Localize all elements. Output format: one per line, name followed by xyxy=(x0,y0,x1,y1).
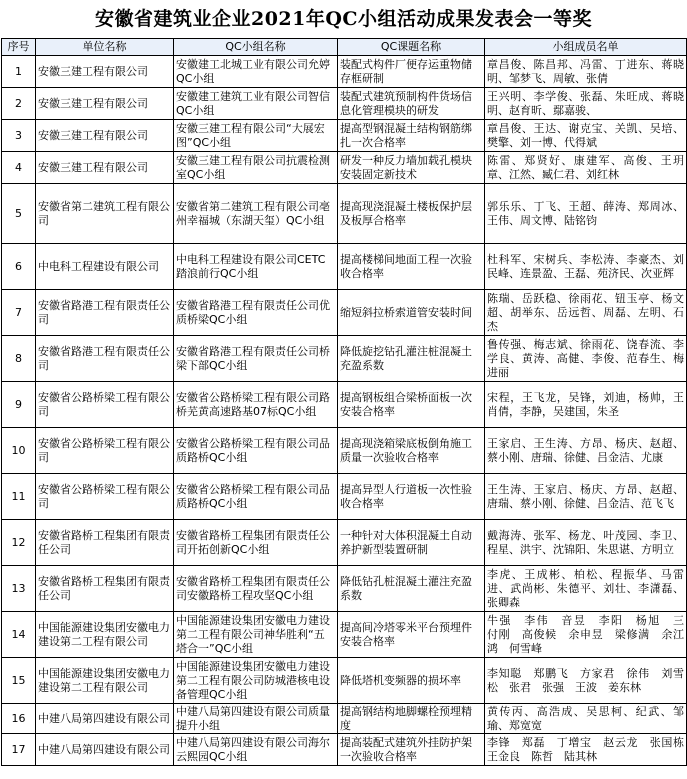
page-title: 安徽省建筑业企业2021年QC小组活动成果发表会一等奖 xyxy=(94,8,593,30)
table-row xyxy=(2,88,687,120)
cell-members: 陈瑞、岳跃稳、徐雨花、钮玉亭、杨文超、胡举东、岳远哲、周磊、左明、石杰 xyxy=(485,290,687,336)
cell-topic: 提高间冷塔零米平台预埋件安装合格率 xyxy=(338,612,485,658)
cell-group: 安徽省公路桥梁工程有限公司品质路桥QC小组 xyxy=(174,428,338,474)
cell-topic: 一种针对大体积混凝土自动养护新型装置研制 xyxy=(338,520,485,566)
cell-topic: 提高现浇混凝土楼板保护层及板厚合格率 xyxy=(338,184,485,244)
cell-topic: 提高型钢混凝土结构钢筋绑扎一次合格率 xyxy=(338,120,485,152)
cell-unit: 中国能源建设集团安徽电力建设第二工程有限公司 xyxy=(36,612,174,658)
cell-topic: 提高现浇箱梁底板倒角施工质量一次验收合格率 xyxy=(338,428,485,474)
cell-members: 戴海涛、张军、杨龙、叶茂园、李卫、程星、洪宇、沈锦阳、朱思谌、方明立 xyxy=(485,520,687,566)
header-unit: 单位名称 xyxy=(36,39,174,56)
cell-no: 3 xyxy=(2,120,36,152)
cell-unit: 中国能源建设集团安徽电力建设第二工程有限公司 xyxy=(36,658,174,704)
cell-unit: 安徽三建工程有限公司 xyxy=(36,120,174,152)
table-row xyxy=(2,612,687,658)
cell-group: 中建八局第四建设有限公司质量提升小组 xyxy=(174,704,338,734)
cell-unit: 安徽省公路桥梁工程有限公司 xyxy=(36,382,174,428)
cell-no: 4 xyxy=(2,152,36,184)
cell-no: 10 xyxy=(2,428,36,474)
cell-group: 安徽省路桥工程集团有限责任公司开拓创新QC小组 xyxy=(174,520,338,566)
table-row xyxy=(2,120,687,152)
cell-group: 安徽省第二建筑工程有限公司亳州幸福城（东湖天玺）QC小组 xyxy=(174,184,338,244)
table-row xyxy=(2,658,687,704)
cell-members: 郭乐乐、丁飞、王超、薛涛、郑周冰、王伟、周文博、陆铭钧 xyxy=(485,184,687,244)
cell-topic: 装配式建筑预制构件货场信息化管理模块的研发 xyxy=(338,88,485,120)
cell-topic: 装配式构件厂便存运重物储存框研制 xyxy=(338,56,485,88)
cell-unit: 中电科工程建设有限公司 xyxy=(36,244,174,290)
cell-members: 陈雷、郑贤好、康建军、高俊、王玥章、江然、臧仁君、刘红林 xyxy=(485,152,687,184)
table-row xyxy=(2,56,687,88)
cell-members: 李虎、王成彬、柏松、程振华、马雷进、武尚彬、朱德平、刘壮、李潇磊、张卿森 xyxy=(485,566,687,612)
cell-unit: 中建八局第四建设有限公司 xyxy=(36,704,174,734)
table-row xyxy=(2,474,687,520)
header-group: QC小组名称 xyxy=(174,39,338,56)
table-row xyxy=(2,704,687,734)
table-row xyxy=(2,382,687,428)
cell-members: 李锋 郑磊 丁增宝 赵云龙 张国栋 王金良 陈哲 陆其林 xyxy=(485,734,687,766)
cell-no: 13 xyxy=(2,566,36,612)
cell-group: 安徽省路港工程有限责任公司优质桥梁QC小组 xyxy=(174,290,338,336)
cell-topic: 提高楼梯间地面工程一次验收合格率 xyxy=(338,244,485,290)
table-header-row xyxy=(2,39,687,56)
cell-no: 12 xyxy=(2,520,36,566)
cell-group: 中电科工程建设有限公司CETC踏浪前行QC小组 xyxy=(174,244,338,290)
cell-members: 杜科军、宋树兵、李松涛、李豪杰、刘民峰、连景盈、王磊、苑济民、次亚辉 xyxy=(485,244,687,290)
cell-topic: 降低塔机变频器的损坏率 xyxy=(338,658,485,704)
cell-members: 李知聪 郑鹏飞 方家君 徐伟 刘雪松 张君 张强 王波 姜东林 xyxy=(485,658,687,704)
cell-unit: 安徽省公路桥梁工程有限公司 xyxy=(36,428,174,474)
cell-no: 11 xyxy=(2,474,36,520)
cell-members: 王生涛、王家启、杨庆、方昂、赵超、唐瑞、蔡小刚、徐健、吕金洁、范飞飞 xyxy=(485,474,687,520)
cell-group: 安徽省公路桥梁工程有限公司品质路桥QC小组 xyxy=(174,474,338,520)
cell-group: 安徽省公路桥梁工程有限公司路桥芜黄高速路基07标QC小组 xyxy=(174,382,338,428)
cell-no: 9 xyxy=(2,382,36,428)
cell-group: 安徽三建工程有限公司抗震检测室QC小组 xyxy=(174,152,338,184)
cell-no: 15 xyxy=(2,658,36,704)
table-row xyxy=(2,428,687,474)
cell-no: 16 xyxy=(2,704,36,734)
cell-topic: 提高钢板组合梁桥面板一次安装合格率 xyxy=(338,382,485,428)
cell-no: 1 xyxy=(2,56,36,88)
cell-unit: 安徽省路桥工程集团有限责任公司 xyxy=(36,566,174,612)
cell-group: 安徽建工北城工业有限公司允婷QC小组 xyxy=(174,56,338,88)
cell-group: 安徽省路港工程有限责任公司桥梁下部QC小组 xyxy=(174,336,338,382)
cell-topic: 提高装配式建筑外挂防护架一次验收合格率 xyxy=(338,734,485,766)
cell-no: 6 xyxy=(2,244,36,290)
header-no: 序号 xyxy=(2,39,36,56)
table-row xyxy=(2,336,687,382)
cell-group: 中国能源建设集团安徽电力建设第二工程有限公司神华胜利“五塔合一”QC小组 xyxy=(174,612,338,658)
cell-members: 黄传丙、高浩成、吴思柯、纪武、邹瑜、郑宽宽 xyxy=(485,704,687,734)
cell-unit: 安徽省路港工程有限责任公司 xyxy=(36,336,174,382)
cell-group: 中国能源建设集团安徽电力建设第二工程有限公司防城港核电设备管理QC小组 xyxy=(174,658,338,704)
cell-unit: 安徽省路桥工程集团有限责任公司 xyxy=(36,520,174,566)
table-row xyxy=(2,520,687,566)
table-row xyxy=(2,152,687,184)
cell-topic: 缩短斜拉桥索道管安装时间 xyxy=(338,290,485,336)
cell-unit: 安徽三建工程有限公司 xyxy=(36,88,174,120)
cell-members: 王家启、王生涛、方昂、杨庆、赵超、蔡小刚、唐瑞、徐健、吕金洁、尤康 xyxy=(485,428,687,474)
cell-no: 5 xyxy=(2,184,36,244)
cell-group: 中建八局第四建设有限公司海尔云熙园QC小组 xyxy=(174,734,338,766)
table-row xyxy=(2,244,687,290)
cell-unit: 安徽三建工程有限公司 xyxy=(36,56,174,88)
table-row xyxy=(2,184,687,244)
cell-no: 17 xyxy=(2,734,36,766)
header-topic: QC课题名称 xyxy=(338,39,485,56)
cell-members: 牛强 李伟 音昱 李阳 杨旭 三 付刚 高俊候 余申昱 梁修满 余江鸿 何雪峰 xyxy=(485,612,687,658)
cell-members: 王兴明、李学俊、张磊、朱旺成、蒋晓明、赵育昕、鄢嘉骏、 xyxy=(485,88,687,120)
table-row xyxy=(2,566,687,612)
cell-unit: 安徽省第二建筑工程有限公司 xyxy=(36,184,174,244)
cell-topic: 降低旋挖钻孔灌注桩混凝土充盈系数 xyxy=(338,336,485,382)
cell-members: 章昌俊、陈昌邦、冯雷、丁进东、蒋晓明、邹梦飞、周敏、张倩 xyxy=(485,56,687,88)
cell-topic: 降低钻孔桩混凝土灌注充盈系数 xyxy=(338,566,485,612)
table-row xyxy=(2,290,687,336)
table-row xyxy=(2,734,687,766)
cell-topic: 提高钢结构地脚螺栓预埋精度 xyxy=(338,704,485,734)
cell-group: 安徽建工建筑工业有限公司智信QC小组 xyxy=(174,88,338,120)
cell-no: 14 xyxy=(2,612,36,658)
cell-members: 宋程，王飞龙，吴锋，刘迪，杨帅，王肖倩，李静，吴建国，朱圣 xyxy=(485,382,687,428)
cell-topic: 研发一种反力墙加载孔模块安装固定新技术 xyxy=(338,152,485,184)
cell-group: 安徽三建工程有限公司“大展宏图”QC小组 xyxy=(174,120,338,152)
cell-no: 8 xyxy=(2,336,36,382)
cell-members: 鲁传强、梅志斌、徐雨花、饶春流、李学良、黄涛、高健、李俊、范春生、梅进丽 xyxy=(485,336,687,382)
cell-topic: 提高异型人行道板一次性验收合格率 xyxy=(338,474,485,520)
cell-no: 2 xyxy=(2,88,36,120)
cell-no: 7 xyxy=(2,290,36,336)
table-body xyxy=(2,56,687,766)
header-members: 小组成员名单 xyxy=(485,39,687,56)
cell-unit: 安徽三建工程有限公司 xyxy=(36,152,174,184)
cell-group: 安徽省路桥工程集团有限责任公司安徽路桥工程攻坚QC小组 xyxy=(174,566,338,612)
cell-unit: 安徽省路港工程有限责任公司 xyxy=(36,290,174,336)
awards-table xyxy=(1,38,687,766)
cell-unit: 安徽省公路桥梁工程有限公司 xyxy=(36,474,174,520)
cell-members: 章昌俊、王达、谢克宝、关凯、吴培、樊擎、刘一博、代得斌 xyxy=(485,120,687,152)
cell-unit: 中建八局第四建设有限公司 xyxy=(36,734,174,766)
